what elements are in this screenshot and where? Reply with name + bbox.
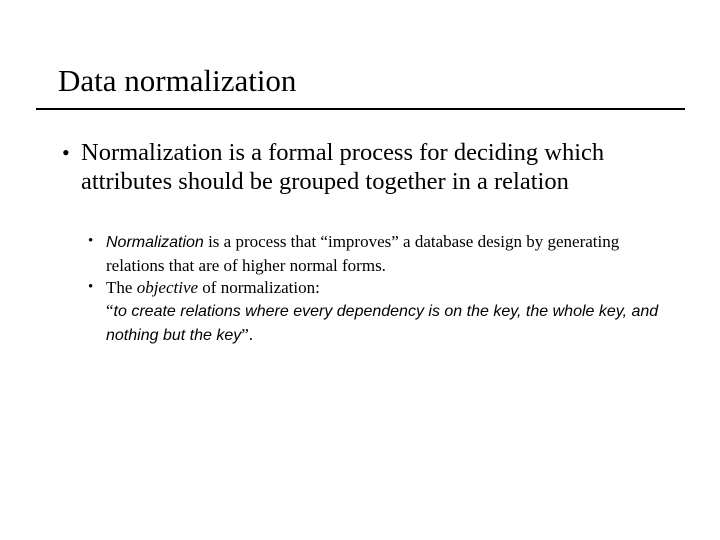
title-divider: [36, 108, 685, 110]
sub-bullet-body: is a process that “improves” a database design by generating relations that are of higher normal forms.: [106, 232, 620, 275]
quote-open: “: [106, 301, 114, 320]
objective-prefix: The: [106, 278, 137, 297]
bullet-main: [62, 138, 662, 196]
sub-bullet-marker: •: [88, 279, 94, 295]
sub-bullet-text: [88, 276, 678, 347]
objective-term: objective: [136, 278, 199, 297]
bullet-marker: •: [62, 140, 70, 165]
sub-bullet-marker: •: [88, 233, 94, 249]
bullet-main-text: Normalization is a formal process for deciding which attributes should be grouped together in a relation: [81, 139, 605, 195]
sub-bullet-objective: [88, 276, 678, 347]
sub-bullet-text: [88, 230, 678, 277]
objective-quote: to create relations where every dependency is on the key, the whole key, and nothing but the key: [106, 303, 659, 344]
quote-close: ”.: [241, 325, 254, 344]
objective-suffix: of normalization:: [198, 278, 320, 297]
slide-title: Data normalization: [58, 63, 297, 98]
sub-bullet-normalization: [88, 230, 678, 277]
normalization-term: Normalization: [106, 234, 204, 251]
